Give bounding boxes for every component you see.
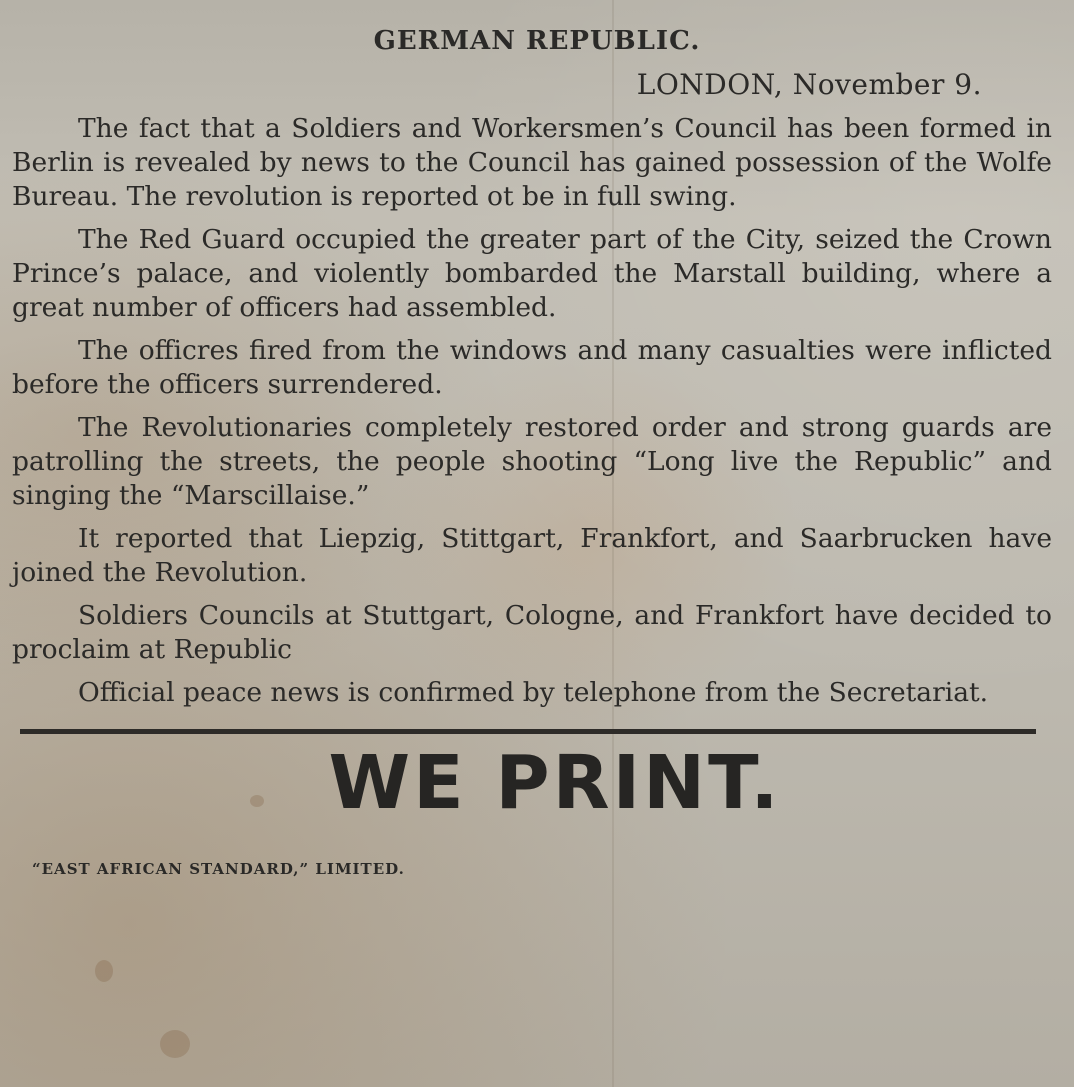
publisher-imprint: “EAST AFRICAN STANDARD,” LIMITED. bbox=[32, 860, 405, 878]
cut-off-text-line bbox=[0, 0, 1074, 10]
paragraph: The Red Guard occupied the greater part of the City, seized the Crown Prince’s palace, and violently bombarded the Marstall building, where a great number of officers had assembled. bbox=[12, 224, 1052, 323]
paragraph: It reported that Liepzig, Stittgart, Frankfort, and Saarbrucken have joined the Revolution. bbox=[12, 523, 1052, 588]
headline: GERMAN REPUBLIC. bbox=[373, 26, 701, 56]
paragraph: The officres fired from the windows and many casualties were inflicted before the officers surrendered. bbox=[12, 335, 1052, 400]
paragraph: The fact that a Soldiers and Workersmen’s Council has been formed in Berlin is revealed by news to the Council has gained possession of the Wolfe Bureau. The revolution is reported ot be in full swing. bbox=[12, 113, 1052, 212]
paragraph: Soldiers Councils at Stuttgart, Cologne, and Frankfort have decided to proclaim at Republic bbox=[12, 600, 1052, 665]
article-body bbox=[12, 112, 1052, 719]
paragraph: The Revolutionaries completely restored order and strong guards are patrolling the streets, the people shooting “Long live the Republic” and singing the “Marscillaise.” bbox=[12, 412, 1052, 511]
banner-text: WE PRINT. bbox=[328, 740, 782, 826]
stain bbox=[160, 1030, 190, 1058]
divider-rule bbox=[20, 729, 1036, 734]
paragraph: Official peace news is confirmed by telephone from the Secretariat. bbox=[78, 677, 989, 708]
stain bbox=[95, 960, 113, 982]
dateline: LONDON, November 9. bbox=[636, 68, 982, 101]
